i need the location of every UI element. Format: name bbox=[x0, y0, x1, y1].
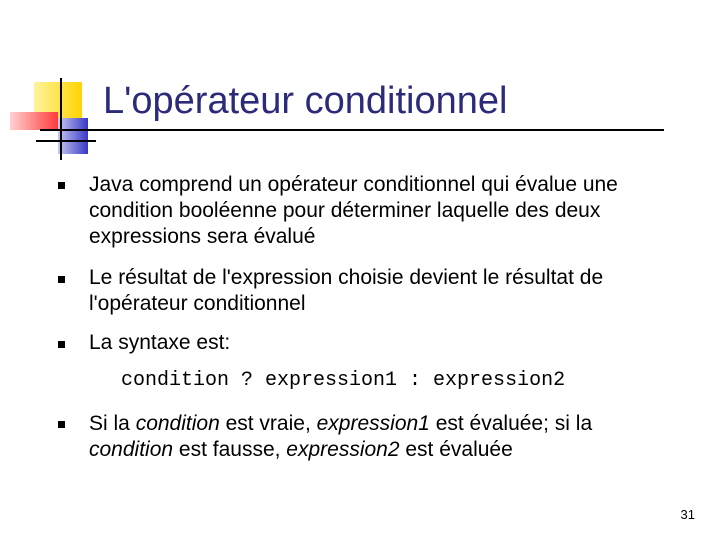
logo-graphic bbox=[0, 0, 110, 170]
bullet-4-part: est évaluée bbox=[399, 438, 513, 461]
bullet-text-3: La syntaxe est: bbox=[89, 331, 231, 354]
bullet-marker bbox=[58, 276, 65, 283]
logo-blue-square bbox=[58, 118, 88, 154]
bullet-4-part: expression2 bbox=[286, 438, 400, 461]
bullet-text-2: Le résultat de l'expression choisie devient le résultat de l'opérateur conditionnel bbox=[89, 266, 604, 315]
bullet-4-part: est évaluée; si la bbox=[429, 412, 593, 435]
page-number: 31 bbox=[680, 507, 695, 522]
bullet-marker bbox=[58, 341, 65, 348]
bullet-text-4 bbox=[89, 411, 689, 463]
title-divider bbox=[40, 129, 664, 131]
logo-red-bar bbox=[10, 112, 58, 130]
bullet-4-part: expression1 bbox=[316, 412, 430, 435]
bullet-4-part: Si la bbox=[89, 412, 136, 435]
bullet-marker bbox=[58, 421, 65, 428]
bullet-4-part: est fausse, bbox=[173, 438, 287, 461]
bullet-4-part: condition bbox=[135, 412, 220, 435]
slide-title: L'opérateur conditionnel bbox=[103, 80, 508, 122]
code-syntax-line: condition ? expression1 : expression2 bbox=[121, 369, 566, 392]
bullet-4-part: est vraie, bbox=[219, 412, 317, 435]
bullet-4-part: condition bbox=[89, 438, 174, 461]
bullet-marker bbox=[58, 182, 65, 189]
bullet-text-1: Java comprend un opérateur conditionnel qui évalue une condition booléenne pour déterminer laquelle des deux expressions sera évalué bbox=[89, 173, 618, 248]
